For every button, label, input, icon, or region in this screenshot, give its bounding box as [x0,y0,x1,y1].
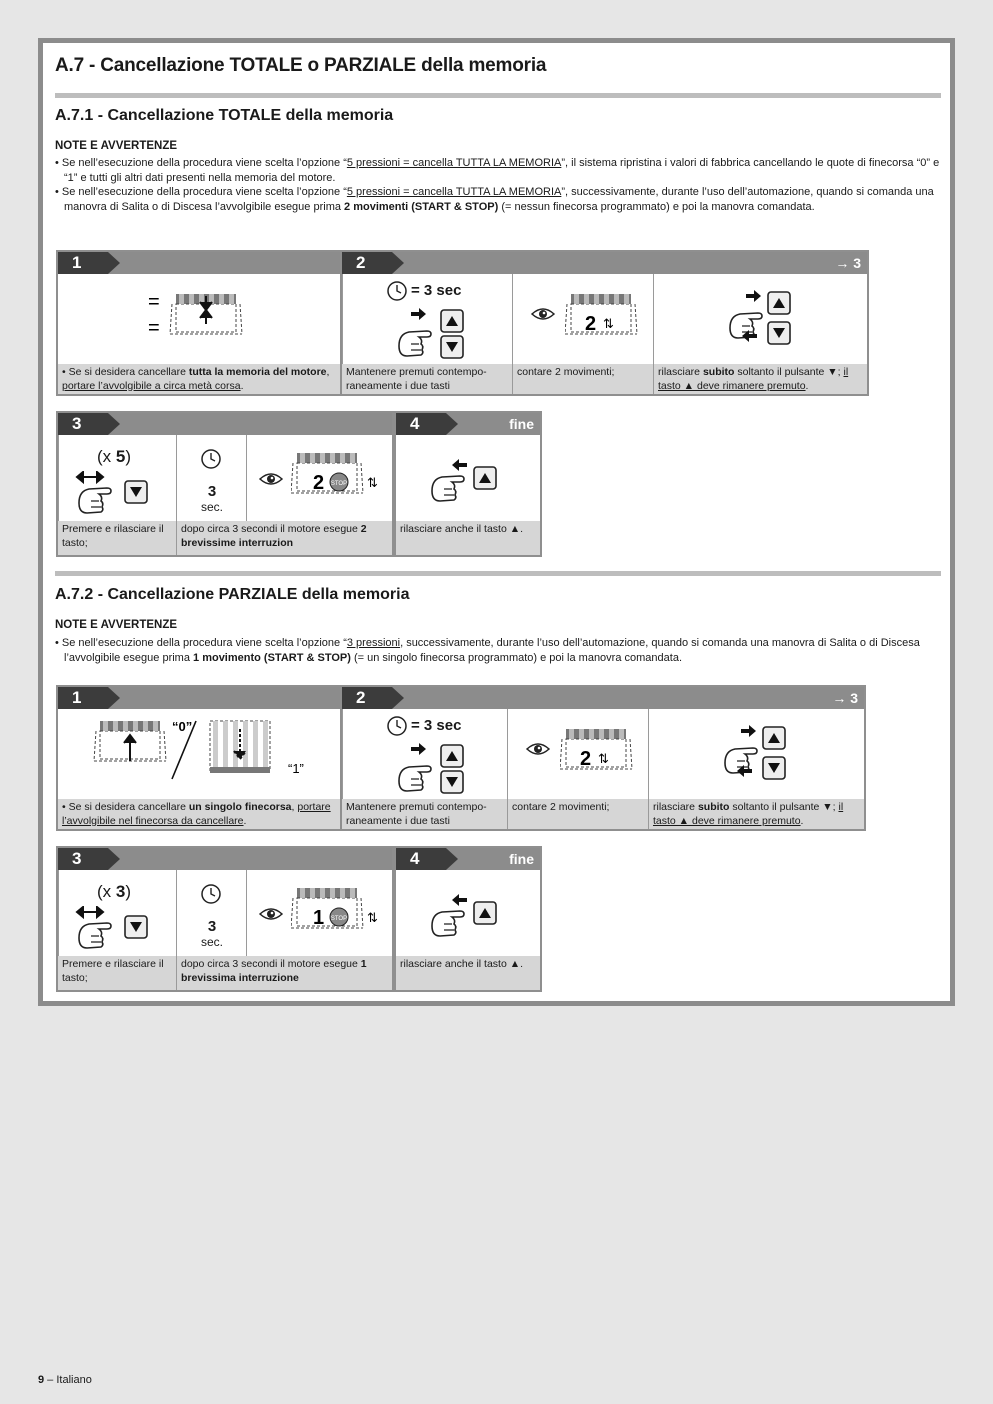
step-number: 1 [58,687,108,709]
svg-text:STOP: STOP [330,916,348,922]
eye-icon [259,471,285,489]
s1-step-2 [340,250,869,396]
section-1-title: A.7.1 - Cancellazione TOTALE della memoria [55,107,394,124]
section-1-notes-heading: NOTE E AVVERTENZE [55,140,178,152]
s1-step-4-caption: rilasciare anche il tasto ▲. [396,521,540,555]
s2-step-2-caption: Mantenere premuti contempo-raneamente i due tasti contare 2 movimenti; rilasciare subito soltanto il pulsante ▼; il tasto ▲ deve rimanere premuto. [342,799,864,829]
s2-step-4 [394,846,542,992]
hand-release-up-key-icon [428,457,508,505]
seconds-unit: sec. [200,500,223,514]
press-count: (x 5) [97,447,132,466]
shutter-limits-icon [88,717,328,791]
hand-press-both-keys-icon [393,739,473,797]
svg-text:2: 2 [585,313,597,335]
eye-icon [531,306,557,324]
step-number: 2 [342,252,392,274]
next-step-arrow: → 3 [835,255,861,271]
eye-icon [526,741,552,759]
step-number: 2 [342,687,392,709]
clock-icon [199,882,225,908]
s1-step-3-caption: Premere e rilasciare il tasto; dopo circa 3 secondi il motore esegue 2 brevissime interruzion [58,521,392,555]
note-item: • Se nell’esecuzione della procedura viene scelta l’opzione “5 pressioni = cancella TUTTA LA MEMORIA”, successivamente, durante l’uso dell’automazione, quando si comanda una manovra di Salita o di Discesa l’avvolgibile esegue prima 2 movimenti (START & STOP) (= nessun finecorsa programmato) e poi la manovra comandata. [55,185,941,214]
svg-text:=: = [148,317,160,339]
s1-step-3 [56,411,394,557]
svg-text:1: 1 [313,907,325,929]
hand-release-down-key-icon [719,723,799,785]
time-label: = 3 sec [411,282,462,299]
svg-text:⇅: ⇅ [367,475,378,490]
step-number: 1 [58,252,108,274]
s1-step-2-caption: Mantenere premuti contempo-raneamente i due tasti contare 2 movimenti; rilasciare subito soltanto il pulsante ▼; il tasto ▲ deve rimanere premuto. [342,364,867,394]
shutter-count-icon [565,292,639,342]
seconds-unit: sec. [200,935,223,949]
title-rule [55,93,941,98]
seconds-value: 3 [207,918,217,935]
s1-step-1-caption: • Se si desidera cancellare tutta la memoria del motore, portare l’avvolgibile a circa metà corsa. [58,364,340,394]
hand-release-up-key-icon [428,892,508,940]
section-2-notes-heading: NOTE E AVVERTENZE [55,619,178,631]
shutter-stop-icon [291,886,387,938]
note-item: • Se nell’esecuzione della procedura viene scelta l’opzione “5 pressioni = cancella TUTTA LA MEMORIA”, il sistema ripristina i valori di fabbrica cancellando le quote di finecorsa “0” e “1” e tutti gli altri dati presenti nella memoria del motore. [55,156,941,185]
svg-text:=: = [148,291,160,313]
svg-text:⇅: ⇅ [598,751,609,766]
page-title: A.7 - Cancellazione TOTALE o PARZIALE della memoria [55,55,547,76]
step-number: 4 [396,848,446,870]
shutter-stop-icon [291,451,387,503]
s1-step-4 [394,411,542,557]
s2-step-3-caption: Premere e rilasciare il tasto; dopo circa 3 secondi il motore esegue 1 brevissima interruzione [58,956,392,990]
section-2-notes [55,636,941,665]
svg-text:“1”: “1” [288,761,304,776]
hand-press-down-key-icon [75,906,157,950]
s2-step-1-caption: • Se si desidera cancellare un singolo finecorsa, portare l’avvolgibile nel finecorsa da cancellare. [58,799,340,829]
step-number: 4 [396,413,446,435]
svg-text:2: 2 [580,748,592,770]
seconds-value: 3 [207,483,217,500]
end-label: fine [509,851,534,867]
hand-press-down-key-icon [75,471,157,515]
shutter-count-icon [560,727,634,777]
section-2-title: A.7.2 - Cancellazione PARZIALE della memoria [55,586,410,603]
svg-text:“0”: “0” [172,719,193,734]
clock-icon [199,447,225,473]
clock-icon [386,280,408,302]
section-rule [55,571,941,576]
document-page [38,38,955,1006]
svg-text:⇅: ⇅ [603,316,614,331]
shutter-half-icon [148,284,268,354]
press-count: (x 3) [97,882,132,901]
svg-text:2: 2 [313,472,325,494]
s2-step-4-caption: rilasciare anche il tasto ▲. [396,956,540,990]
step-number: 3 [58,413,108,435]
s2-step-1 [56,685,342,831]
hand-press-both-keys-icon [393,304,473,362]
step-number: 3 [58,848,108,870]
time-label: = 3 sec [411,717,462,734]
page-footer: 9 – Italiano [38,1374,92,1386]
s2-step-3 [56,846,394,992]
svg-text:STOP: STOP [330,481,348,487]
svg-text:⇅: ⇅ [367,910,378,925]
hand-release-down-key-icon [724,288,804,350]
next-step-arrow: → 3 [832,690,858,706]
s1-step-1 [56,250,342,396]
section-1-notes [55,156,941,214]
s2-step-2 [340,685,866,831]
note-item: • Se nell’esecuzione della procedura viene scelta l’opzione “3 pressioni, successivamente, durante l’uso dell’automazione, quando si comanda una manovra di Salita o di Discesa l’avvolgibile esegue prima 1 movimento (START & STOP) (= un singolo finecorsa programmato) e poi la manovra comandata. [55,636,941,665]
clock-icon [386,715,408,737]
eye-icon [259,906,285,924]
end-label: fine [509,416,534,432]
